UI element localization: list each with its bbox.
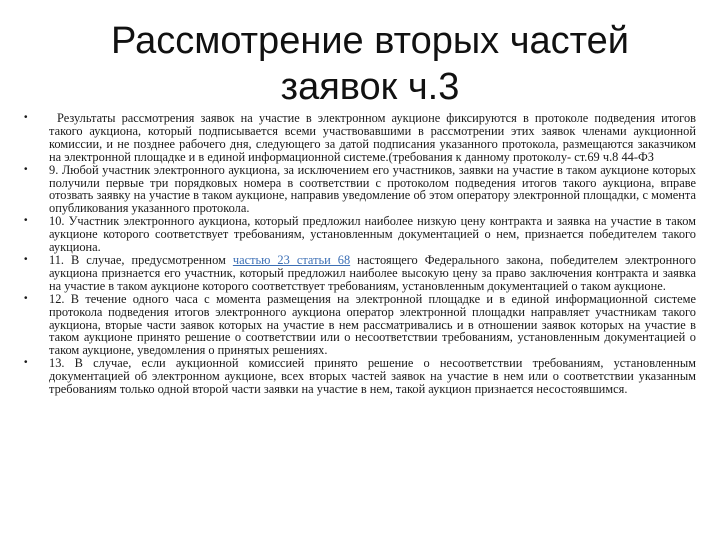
bullet-icon: • [24, 357, 28, 369]
slide-title-line-2: заявок ч.3 [280, 66, 460, 108]
list-item [24, 215, 696, 254]
bullet-list [24, 112, 696, 396]
law-reference-link[interactable]: частью 23 статьи 68 [232, 252, 351, 267]
bullet-icon: • [24, 163, 28, 175]
item-11-text-before: 11. В случае, предусмотренном [49, 252, 233, 267]
paragraph-item-13: 13. В случае, если аукционной комиссией принято решение о несоответствии требованиям, установленным документацией об электронном аукционе, всех вторых частей заявок на участие в нем или о соответствии указанным требованиям только одной второй части заявки на участие в нем, такой аукцион признается несостоявшимся. [49, 356, 696, 397]
bullet-icon: • [24, 112, 28, 123]
paragraph-item-11 [49, 254, 696, 293]
paragraph-results-protocol: Результаты рассмотрения заявок на участие в электронном аукционе фиксируются в протоколе подведения итогов такого аукциона, который подписывается всеми участвовавшими в рассмотрении этих заявок членами аукционной комиссии, и не позднее рабочего дня, следующего за датой подписания указанного протокола, размещаются заказчиком на электронной площадке и в единой информационной системе.(требования к данному протоколу- ст.69 ч.8 44-ФЗ [49, 111, 696, 164]
paragraph-item-10: 10. Участник электронного аукциона, который предложил наиболее низкую цену контракта и заявка на участие в таком аукционе которого соответствует требованиям, установленным документацией о нем, признается победителем такого аукциона. [49, 214, 696, 255]
list-item [24, 164, 696, 216]
paragraph-item-9: 9. Любой участник электронного аукциона, за исключением его участников, заявки на участие в таком аукционе которых получили первые три порядковых номера в соответствии с протоколом подведения итогов такого аукциона, вправе отозвать заявку на участие в таком аукционе, направив уведомление об этом оператору электронной площадки, с момента опубликования указанного протокола. [49, 162, 696, 216]
slide-title [60, 18, 680, 110]
list-item [24, 254, 696, 293]
paragraph-item-12: 12. В течение одного часа с момента размещения на электронной площадке и в единой информационной системе протокола подведения итогов электронного аукциона оператор электронной площадки направляет участникам такого аукциона, вторые части заявок которых на участие в нем рассматривались и в отношении заявок которых на участие в таком аукционе принято решение о соответствии или о несоответствии требованиям, установленным документацией о таком аукционе, уведомления о принятых решениях. [49, 291, 696, 358]
slide-title-line-1: Рассмотрение вторых частей [111, 20, 629, 62]
list-item [24, 357, 696, 396]
bullet-icon: • [24, 215, 28, 227]
list-item [24, 112, 696, 164]
bullet-icon: • [24, 253, 28, 265]
list-item [24, 293, 696, 358]
item-11-text-after: настоящего Федерального закона, победителем электронного аукциона признается его участник, который предложил наиболее высокую цену за право заключения контракта и заявка на участие в таком аукционе которого соответствует требованиям, установленным документацией о таком аукционе. [49, 252, 696, 293]
bullet-icon: • [24, 292, 28, 304]
